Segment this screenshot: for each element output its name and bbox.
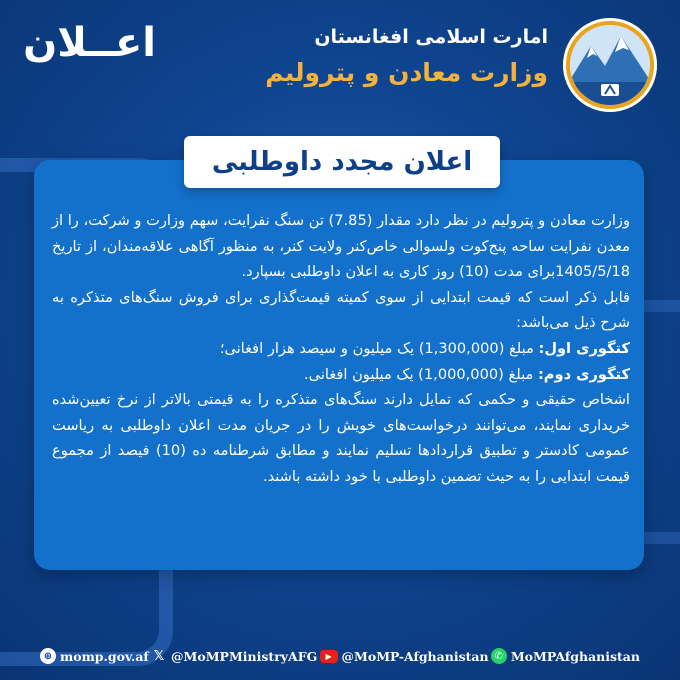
whatsapp-handle-link[interactable]: MoMPAfghanistan [510, 648, 640, 664]
notice-body [52, 208, 630, 490]
notice-paragraph-2: قابل ذکر است که قیمت ابتدایی از سوی کمیته قیمت‌گذاری برای فروش سنگ‌های متذکره به شرح ذیل می‌باشد: [52, 288, 630, 332]
website-link[interactable]: momp.gov.af [60, 648, 149, 664]
footer-youtube[interactable] [320, 649, 489, 664]
footer-whatsapp[interactable] [491, 648, 640, 664]
whatsapp-icon: ✆ [491, 648, 507, 664]
category-1-line [52, 336, 630, 362]
globe-icon: ⊕ [40, 648, 56, 664]
notice-title: اعلان مجدد داوطلبی [211, 147, 473, 177]
category-1-label: کتگوری اول: [538, 339, 630, 357]
ministry-name-line1: امارت اسلامی افغانستان [314, 26, 548, 48]
announcement-label: اعــلان [23, 20, 156, 66]
x-handle-link[interactable]: @MoMPMinistryAFG [171, 648, 318, 664]
notice-paragraph-3: اشخاص حقیقی و حکمی که تمایل دارند سنگ‌های متذکره را به قیمتی بالاتر از نرخ تعیین‌شده خریداری نمایند، می‌توانند درخواست‌های خویش را در جریان مدت اعلان داوطلبی به ریاست عمومی کادستر و تطبیق قراردادها تسلیم نمایند و مطابق شرطنامه ده (10) فیصد از مجموع قیمت ابتدایی را به حیث تضمین داوطلبی با خود داشته باشند. [52, 391, 630, 485]
notice-paragraph-1: وزارت معادن و پترولیم در نظر دارد مقدار (7.85) تن سنگ نفرایت، سهم وزارت و شرکت، را از معدن نفرایت ساحه پنج‌کوت ولسوالی خاص‌کنر ولایت کنر، به منظور آگاهی علاقه‌مندان، از تاریخ 1405/5/18برای مدت (10) روز کاری به اعلان داوطلبی بسپارد. [52, 212, 630, 281]
x-logo-icon: 𝕏 [153, 648, 165, 664]
category-2-line [52, 362, 630, 388]
youtube-icon: ▶ [320, 650, 338, 663]
category-2-label: کتگوری دوم: [537, 365, 630, 383]
category-2-text: مبلغ (1,000,000) یک میلیون افغانی. [304, 365, 538, 383]
footer-website[interactable] [40, 648, 149, 664]
notice-title-box [184, 136, 500, 188]
category-1-text: مبلغ (1,300,000) یک میلیون و سیصد هزار افغانی؛ [219, 339, 539, 357]
ministry-name-line2: وزارت معادن و پترولیم [265, 58, 548, 87]
ministry-logo [563, 18, 657, 112]
mountain-logo-icon [563, 18, 657, 112]
footer [40, 644, 640, 668]
footer-x[interactable] [151, 648, 317, 664]
youtube-handle-link[interactable]: @MoMP-Afghanistan [341, 648, 489, 664]
